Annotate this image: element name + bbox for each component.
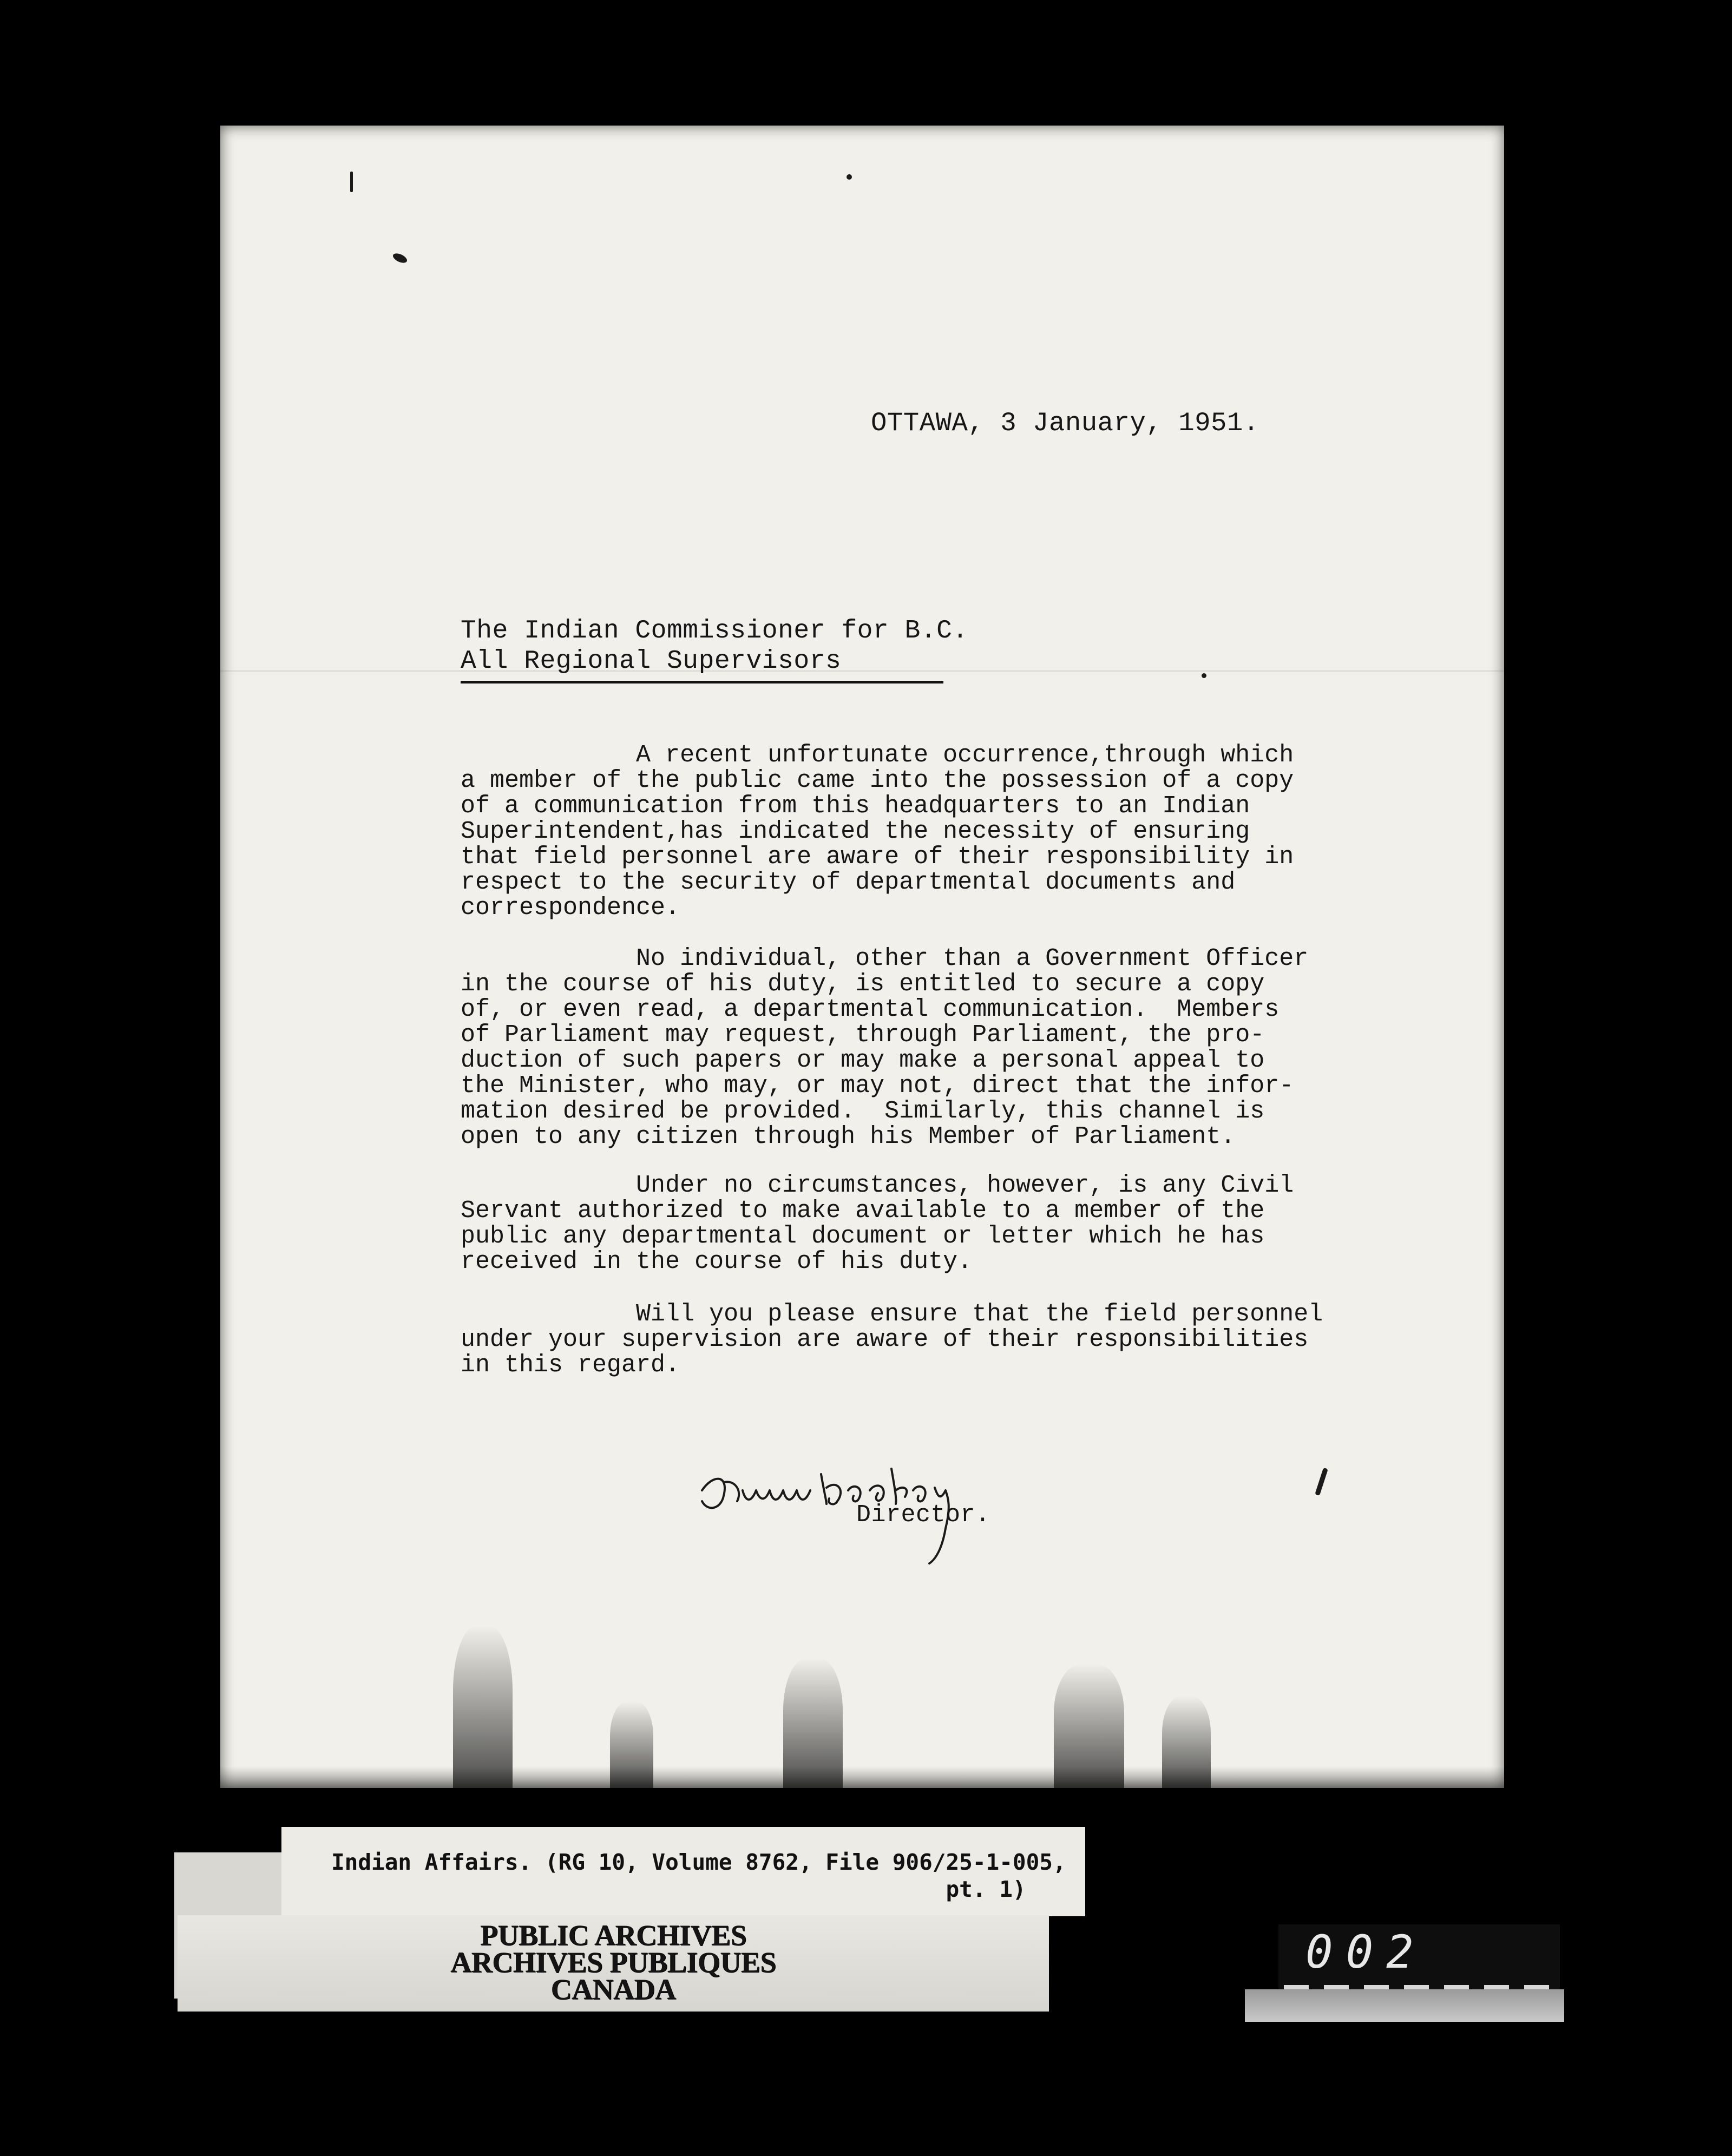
fold-line <box>220 670 1504 672</box>
paragraph-line: open to any citizen through his Member of Parliament. <box>461 1123 1236 1151</box>
stain <box>220 1766 1504 1788</box>
frame-ticks <box>1284 1985 1554 1989</box>
ink-speck <box>847 174 852 180</box>
paragraph-2 <box>461 946 1381 1149</box>
paragraph-line: Will you please ensure that the field personnel <box>461 1300 1323 1328</box>
paragraph-line: correspondence. <box>461 894 680 922</box>
letter-page <box>220 126 1504 1788</box>
paragraph-line: Servant authorized to make available to a member of the <box>461 1197 1265 1225</box>
file-reference-label <box>281 1827 1085 1916</box>
paragraph-line: of a communication from this headquarters to an Indian <box>461 792 1250 820</box>
file-reference-line-1: Indian Affairs. (RG 10, Volume 8762, File 906/25-1-005, <box>331 1849 1066 1875</box>
paragraph-line: duction of such papers or may make a personal appeal to <box>461 1047 1265 1074</box>
addressee-underline <box>461 681 943 683</box>
ink-speck <box>1202 673 1206 678</box>
signer-title: Director. <box>856 1501 990 1529</box>
paragraph-line: of, or even read, a departmental communication. Members <box>461 996 1280 1023</box>
paragraph-3 <box>461 1173 1381 1274</box>
frame-number-base <box>1245 1989 1564 2022</box>
paragraph-line: mation desired be provided. Similarly, this channel is <box>461 1097 1265 1125</box>
paragraph-line: that field personnel are aware of their responsibility in <box>461 843 1294 871</box>
ink-speck <box>1315 1468 1328 1496</box>
paragraph-line: a member of the public came into the possession of a copy <box>461 767 1294 794</box>
stamp-line: PUBLIC ARCHIVES <box>480 1919 747 1951</box>
addressee-line-1: The Indian Commissioner for B.C. <box>461 616 968 646</box>
paragraph-line: respect to the security of departmental documents and <box>461 869 1236 896</box>
addressee-line-2: All Regional Supervisors <box>461 647 842 676</box>
file-reference-line-2: pt. 1) <box>331 1876 1026 1902</box>
paragraph-line: of Parliament may request, through Parliament, the pro- <box>461 1021 1265 1049</box>
paragraph-line: in this regard. <box>461 1351 680 1379</box>
stamp-line: ARCHIVES PUBLIQUES <box>450 1946 776 1978</box>
paragraph-1 <box>461 742 1381 921</box>
frame-number: 002 <box>1305 1925 1427 1978</box>
paragraph-line: under your supervision are aware of their responsibilities <box>461 1326 1309 1353</box>
paragraph-4 <box>461 1302 1381 1378</box>
paragraph-line: in the course of his duty, is entitled to secure a copy <box>461 970 1265 998</box>
paragraph-line: Under no circumstances, however, is any Civil <box>461 1172 1294 1199</box>
stamp-line: CANADA <box>550 1973 676 2006</box>
paragraph-line: No individual, other than a Government Officer <box>461 945 1309 972</box>
ink-speck <box>350 172 353 192</box>
paragraph-line: the Minister, who may, or may not, direct that the infor- <box>461 1072 1294 1100</box>
paragraph-line: received in the course of his duty. <box>461 1248 973 1276</box>
dateline: OTTAWA, 3 January, 1951. <box>871 408 1259 438</box>
public-archives-stamp <box>178 1915 1049 2012</box>
frame-number-plate <box>1278 1924 1560 1989</box>
stain <box>453 1626 513 1788</box>
paragraph-line: public any departmental document or letter which he has <box>461 1222 1265 1250</box>
paragraph-line: A recent unfortunate occurrence,through which <box>461 741 1294 769</box>
ink-speck <box>391 252 408 265</box>
paragraph-line: Superintendent,has indicated the necessity of ensuring <box>461 818 1250 845</box>
